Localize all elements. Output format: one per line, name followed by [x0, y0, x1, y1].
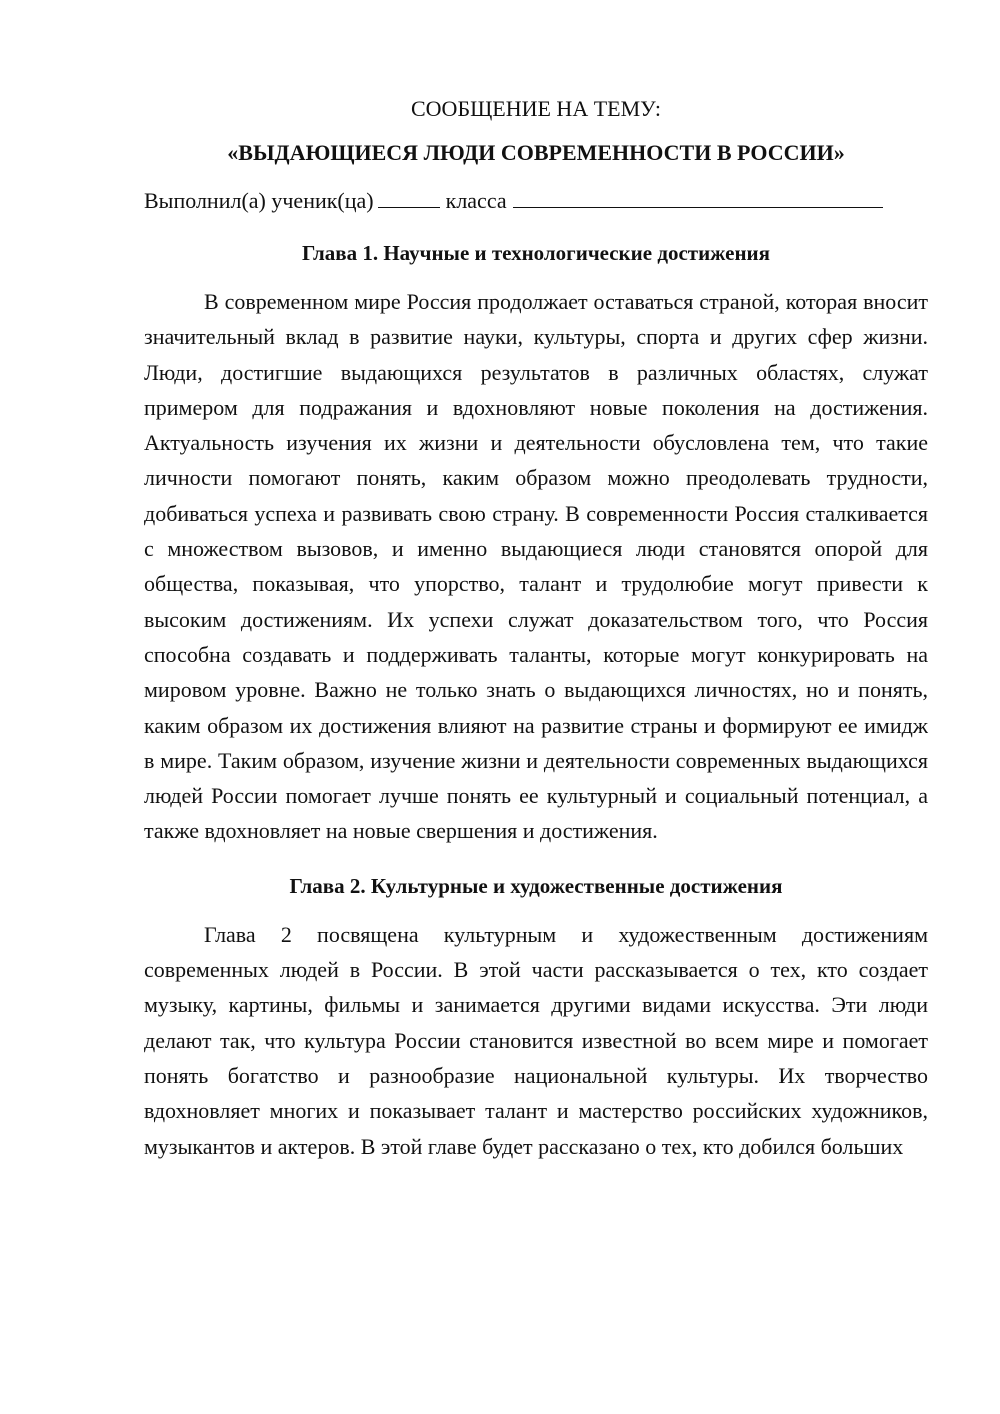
- document-title: «ВЫДАЮЩИЕСЯ ЛЮДИ СОВРЕМЕННОСТИ В РОССИИ»: [227, 140, 845, 165]
- grade-blank: [378, 189, 440, 208]
- author-line: [144, 184, 928, 218]
- name-blank: [513, 189, 883, 208]
- author-class-label: класса: [445, 188, 507, 213]
- document-heading: СООБЩЕНИЕ НА ТЕМУ:: [411, 96, 661, 121]
- author-prefix: Выполнил(а) ученик(ца): [144, 188, 374, 213]
- chapter-2-paragraph: Глава 2 посвящена культурным и художественным достижениям современных людей в России. В этой части рассказывается о тех, кто создает музыку, картины, фильмы и занимается другими видами искусства. Эти люди делают так, что культура России становится известной во всем мире и помогает понять богатство и разнообразие национальной культуры. Их творчество вдохновляет многих и показывает талант и мастерство российских художников, музыкантов и актеров. В этой главе будет рассказано о тех, кто добился больших: [144, 921, 928, 1159]
- chapter-2-title: Глава 2. Культурные и художественные достижения: [289, 873, 783, 898]
- chapter-1-title: Глава 1. Научные и технологические достижения: [301, 241, 771, 265]
- chapter-1-paragraph: В современном мире Россия продолжает оставаться страной, которая вносит значительный вклад в развитие науки, культуры, спорта и других сфер жизни. Люди, достигшие выдающихся результатов в различных областях, служат примером для подражания и вдохновляют новые поколения на достижения. Актуальность изучения их жизни и деятельности обусловлена тем, что такие личности помогают понять, каким образом можно преодолевать трудности, добиваться успеха и развивать свою страну. В современности Россия сталкивается с множеством вызовов, и именно выдающиеся люди становятся опорой для общества, показывая, что упорство, талант и трудолюбие могут привести к высоким достижениям. Их успехи служат доказательством того, что Россия способна создавать и поддерживать таланты, которые могут конкурировать на мировом уровне. Важно не только знать о выдающихся личностях, но и понять, каким образом их достижения влияют на развитие страны и формируют ее имидж в мире. Таким образом, изучение жизни и деятельности современных выдающихся людей России помогает лучше понять ее культурный и социальный потенциал, а также вдохновляет на новые свершения и достижения.: [144, 289, 928, 844]
- document-page: [144, 92, 928, 1164]
